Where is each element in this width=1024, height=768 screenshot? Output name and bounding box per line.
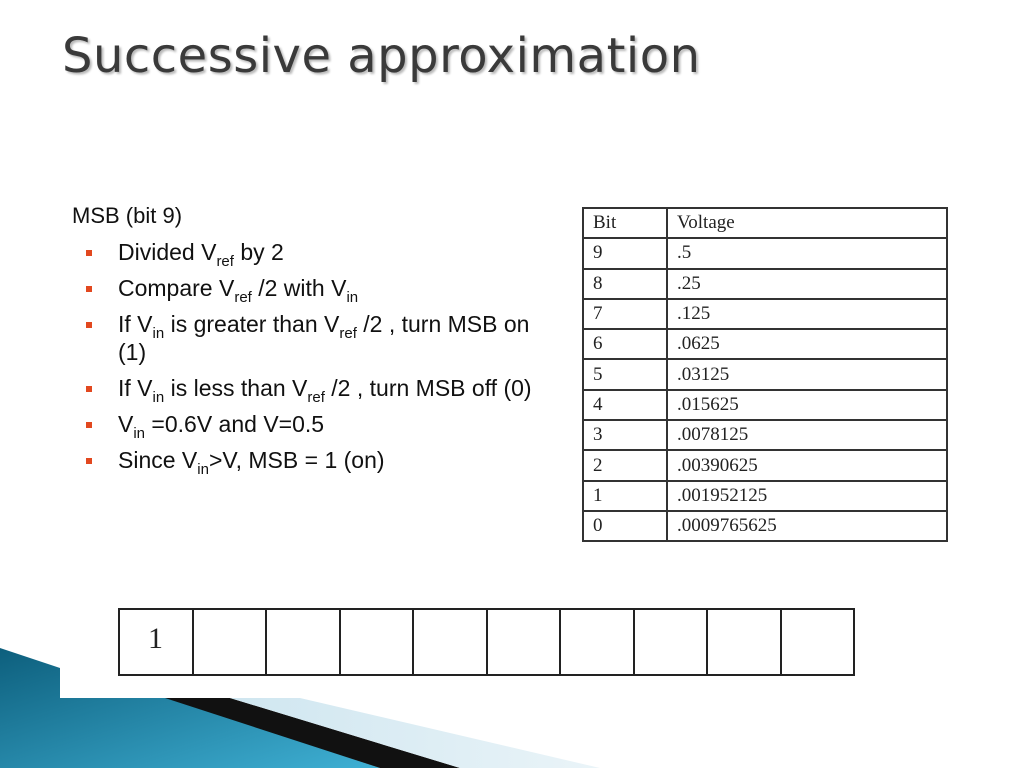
bullet-text: Since V xyxy=(118,447,198,473)
bullet-text: /2 with V xyxy=(251,275,347,301)
voltage-cell: .25 xyxy=(667,269,947,299)
bit-cell: 8 xyxy=(583,269,667,299)
bullet-text: If V xyxy=(118,311,153,337)
bit-cell: 1 xyxy=(583,481,667,511)
bullet-subscript: ref xyxy=(234,289,252,306)
bullet-subscript: in xyxy=(133,425,146,442)
bullet-text: V xyxy=(118,411,134,437)
bullet-text: is less than V xyxy=(164,375,308,401)
bullet-subscript: ref xyxy=(339,325,357,342)
bullet-text: If V xyxy=(118,375,153,401)
voltage-cell: .0078125 xyxy=(667,420,947,450)
bullet-text: /2 , turn MSB off (0) xyxy=(324,375,532,401)
bit-cell: 3 xyxy=(583,420,667,450)
voltage-cell: .5 xyxy=(667,238,947,268)
table-header-cell: Voltage xyxy=(667,208,947,238)
voltage-cell: .001952125 xyxy=(667,481,947,511)
bullet-text: is greater than V xyxy=(164,311,340,337)
bullet-subscript: ref xyxy=(216,253,234,270)
msb-heading: MSB (bit 9) xyxy=(72,203,183,228)
bullet-text: =0.6V and V=0.5 xyxy=(145,411,325,437)
bullet-subscript: in xyxy=(152,325,165,342)
voltage-cell: .125 xyxy=(667,299,947,329)
slide-title: Successive approximation xyxy=(62,28,701,84)
bit-cell: 6 xyxy=(583,329,667,359)
voltage-cell: .015625 xyxy=(667,390,947,420)
bullet-subscript: in xyxy=(152,389,165,406)
bullet-text: by 2 xyxy=(233,239,284,265)
voltage-cell: .0625 xyxy=(667,329,947,359)
bit-cell: 9 xyxy=(583,238,667,268)
register-cell: 1 xyxy=(119,609,193,675)
bit-cell: 5 xyxy=(583,359,667,389)
bullet-text: Compare V xyxy=(118,275,235,301)
bullet-text: Divided V xyxy=(118,239,217,265)
bit-cell: 4 xyxy=(583,390,667,420)
table-header-cell: Bit xyxy=(583,208,667,238)
voltage-cell: .03125 xyxy=(667,359,947,389)
bullet-subscript: in xyxy=(346,289,359,306)
bullet-text: >V, MSB = 1 (on) xyxy=(208,447,385,473)
bullet-subscript: in xyxy=(197,461,209,478)
bit-cell: 7 xyxy=(583,299,667,329)
bit-cell: 2 xyxy=(583,450,667,480)
bullet-text: /2 , turn MSB on (1) xyxy=(118,311,530,365)
bullet-subscript: ref xyxy=(307,389,325,406)
voltage-cell: .00390625 xyxy=(667,450,947,480)
voltage-cell: .0009765625 xyxy=(667,511,947,541)
bit-cell: 0 xyxy=(583,511,667,541)
